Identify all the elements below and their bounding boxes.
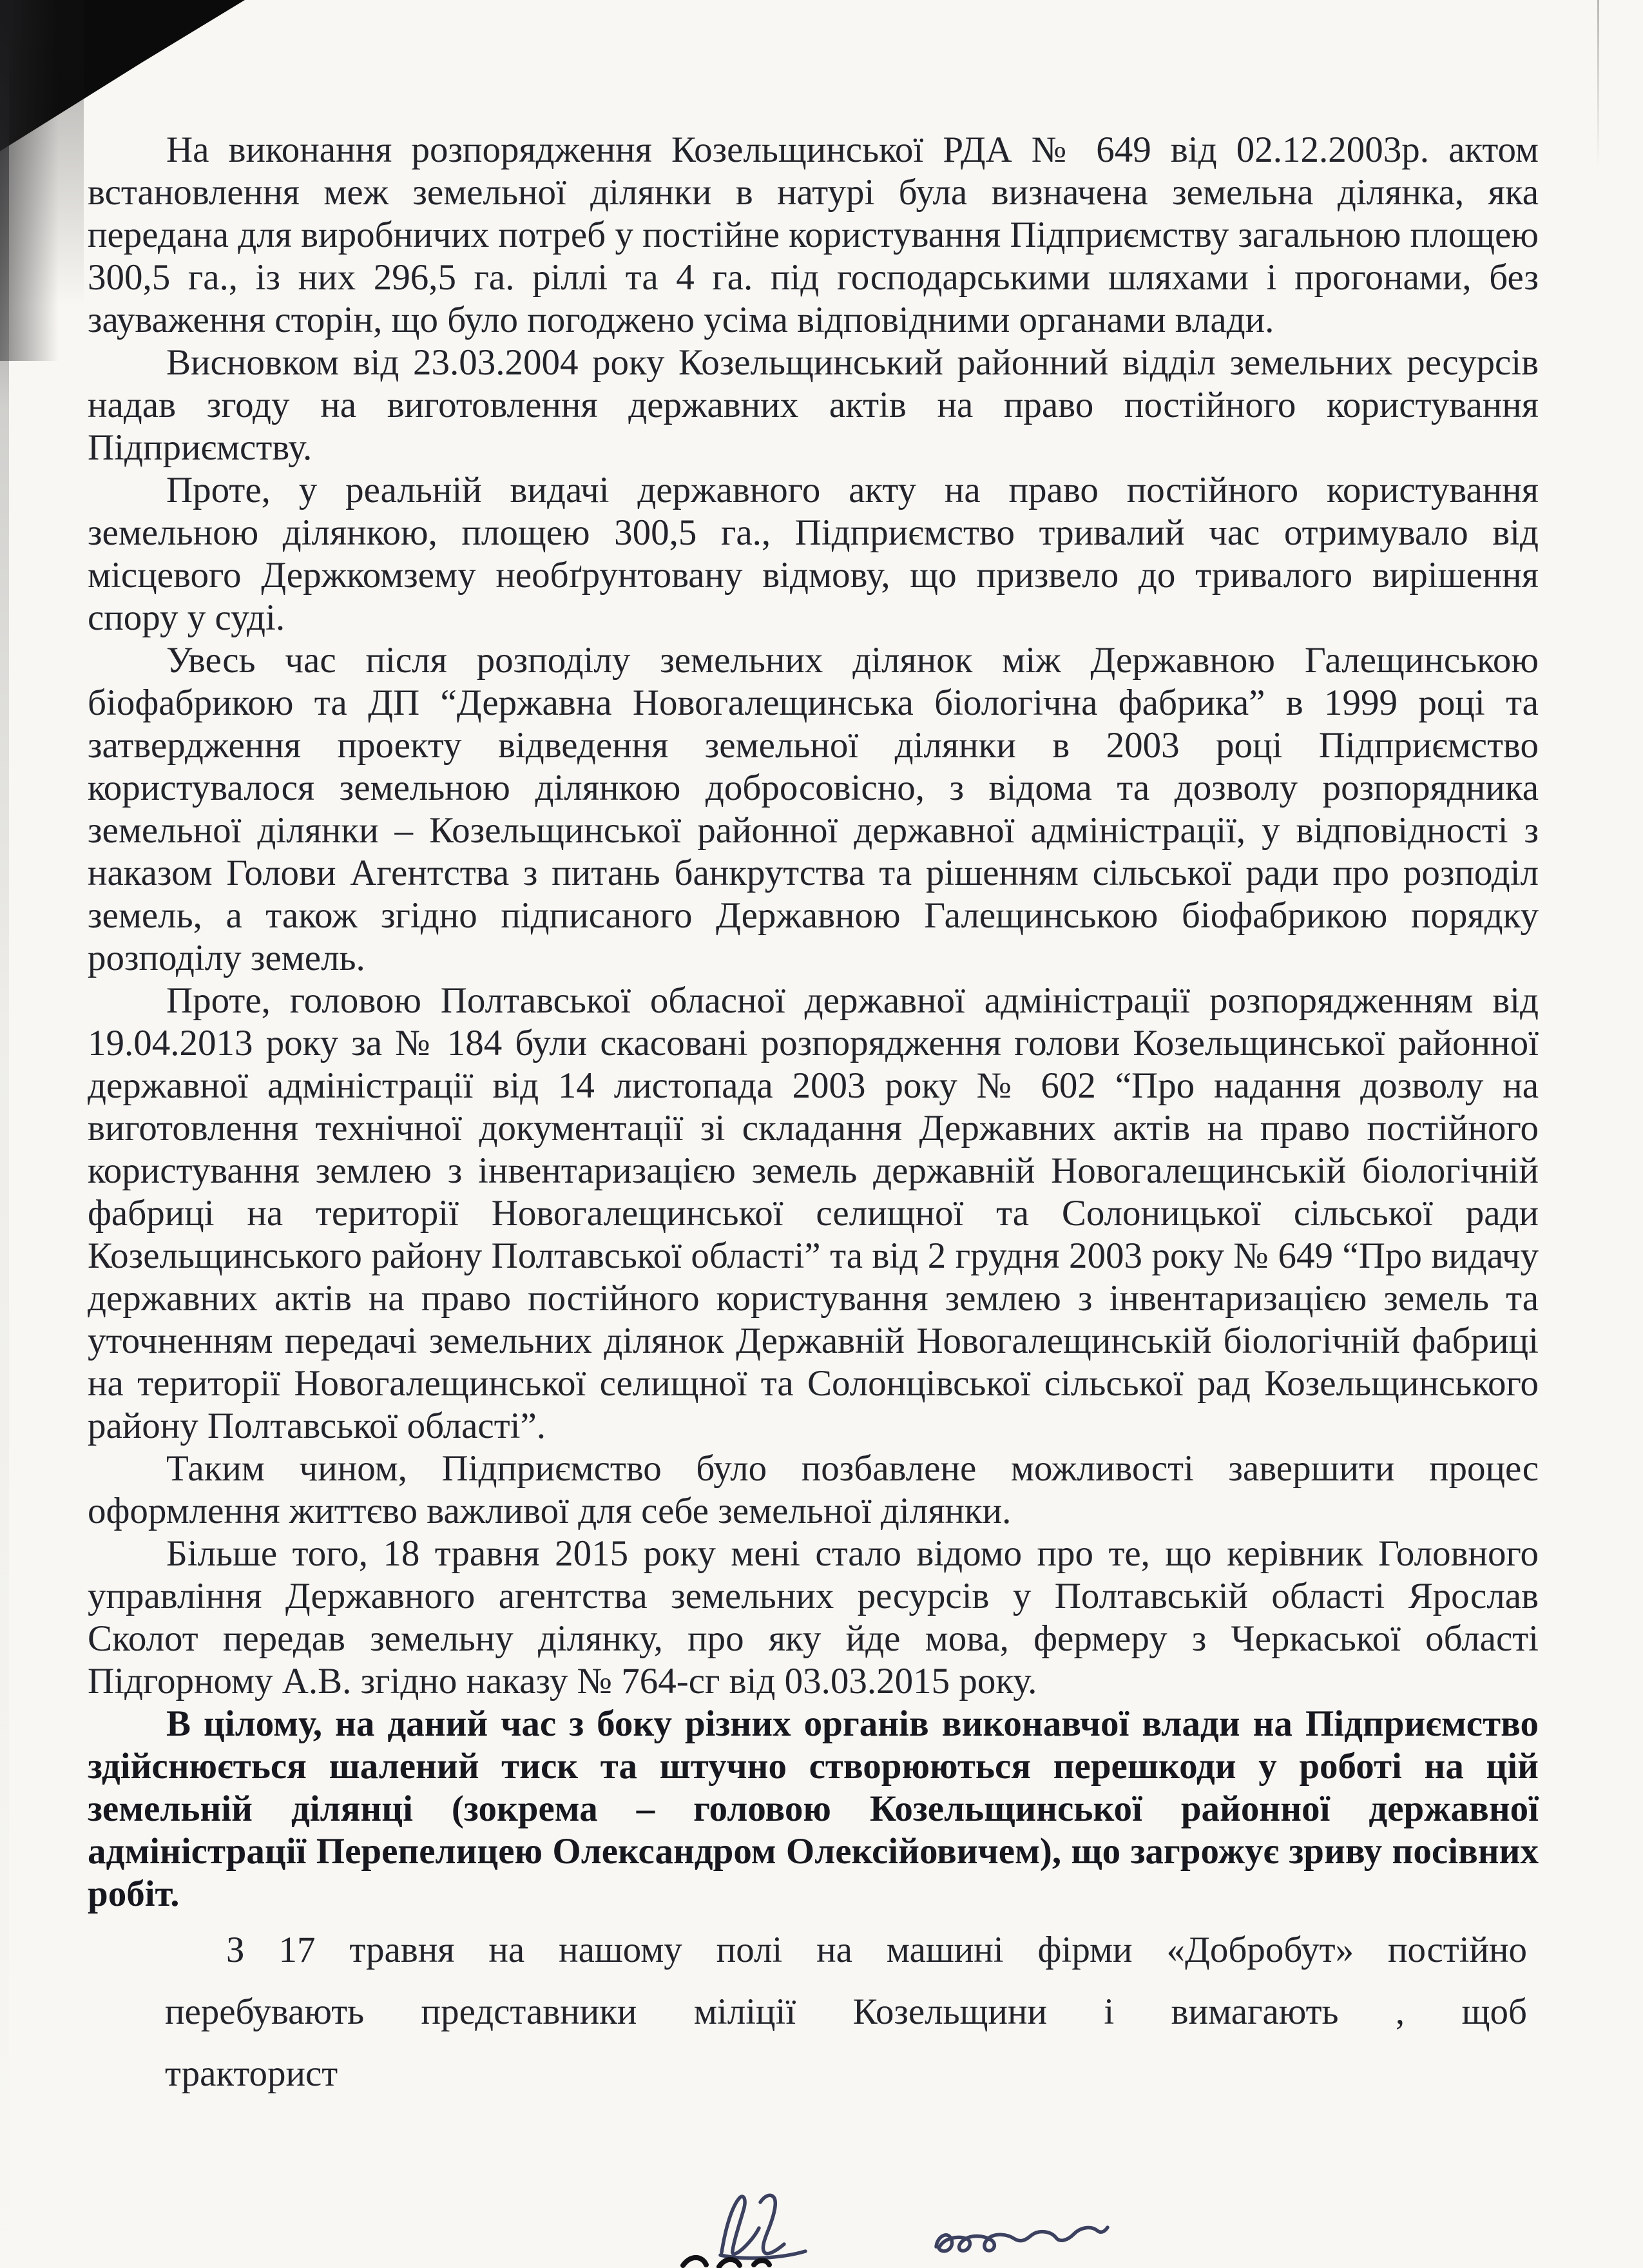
- paragraph: Таким чином, Підприємство було позбавлене можливості завершити процес оформлення життєво важливої для себе земельної ділянки.: [88, 1448, 1539, 1531]
- signature-right-icon: [925, 2209, 1118, 2268]
- paragraph: На виконання розпорядження Козельщинської РДА № 649 від 02.12.2003р. актом встановлення меж земельної ділянки в натурі була визначена земельна ділянка, яка передана для виробничих потреб у постійне користування Підприємству загальною площею 300,5 га., із них 296,5 га. ріллі та 4 га. під господарськими шляхами і прогонами, без зауваження сторін, що було погоджено усіма відповідними органами влади.: [88, 130, 1539, 340]
- paragraph: Більше того, 18 травня 2015 року мені стало відомо про те, що керівник Головного управління Державного агентства земельних ресурсів у Полтавській області Ярослав Сколот передав земельну ділянку, про яку йде мова, фермеру з Черкаської області Підгорному А.В. згідно наказу № 764-сг від 03.03.2015 року.: [88, 1533, 1539, 1701]
- scan-bottom-smudge: [678, 2251, 807, 2268]
- paragraph-wide-spaced: З 17 травня на нашому полі на машині фірми «Добробут» постійно перебувають представники міліції Козельщини і вимагають , щоб тракторист: [165, 1930, 1527, 2094]
- paragraph-bold-emphasis: В цілому, на даний час з боку різних органів виконавчої влади на Підприємство здійснюється шалений тиск та штучно створюються перешкоди у роботі на цій земельній ділянці (зокрема – головою Козельщинської районної державної адміністрації Перепелицею Олександром Олексійовичем), що загрожує зриву посівних робіт.: [88, 1703, 1539, 1914]
- paragraph: Проте, у реальній видачі державного акту на право постійного користування земельною ділянкою, площею 300,5 га., Підприємство тривалий час отримувало від місцевого Держкомзему необґрунтовану відмову, що призвело до тривалого вирішення спору у суді.: [88, 470, 1539, 638]
- paragraph: Висновком від 23.03.2004 року Козельщинський районний відділ земельних ресурсів надав згоду на виготовлення державних актів на право постійного користування Підприємству.: [88, 342, 1539, 468]
- paragraph: Проте, головою Полтавської обласної державної адміністрації розпорядженням від 19.04.2013 року за № 184 були скасовані розпорядження голови Козельщинської районної державної адміністрації від 14 листопада 2003 року № 602 “Про надання дозволу на виготовлення технічної документації зі складання Державних актів на право постійного користування землею з інвентаризацією земель державній Новогалещинській біологічній фабриці на території Новогалещинської селищної та Солоницької сільської ради Козельщинського району Полтавської області” та від 2 грудня 2003 року № 649 “Про видачу державних актів на право постійного користування землею з інвентаризацією земель та уточненням передачі земельних ділянок Державній Новогалещинській біологічній фабриці на території Новогалещинської селищної та Солонцівської сільської рад Козельщинського району Полтавської області”.: [88, 980, 1539, 1446]
- paper-right-edge-line: [1597, 0, 1599, 168]
- scan-left-edge-strip: [0, 0, 9, 2268]
- document-body: [88, 129, 1539, 2105]
- paragraph: Увесь час після розподілу земельних ділянок між Державною Галещинською біофабрикою та ДП “Державна Новогалещинська біологічна фабрика” в 1999 році та затвердження проекту відведення земельної ділянки в 2003 році Підприємство користувалося земельною ділянкою добросовісно, з відома та дозволу розпорядника земельної ділянки – Козельщинської районної державної адміністрації, у відповідності з наказом Голови Агентства з питань банкрутства та рішенням сільської ради про розподіл земель, а також згідно підписаного Державною Галещинською біофабрикою порядку розподілу земель.: [88, 640, 1539, 978]
